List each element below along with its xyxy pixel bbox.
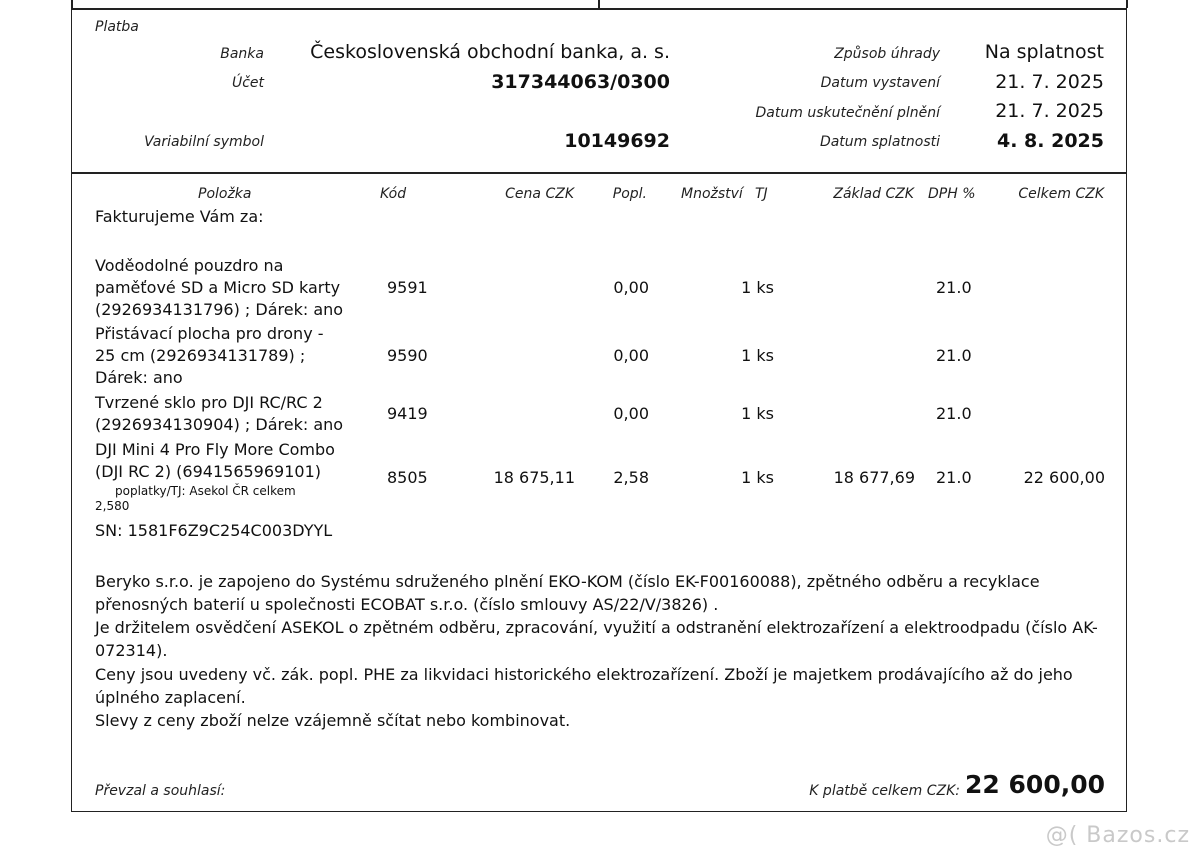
account-label: Účet [231, 75, 264, 91]
issue-date-label: Datum vystavení [820, 75, 940, 91]
item-code: 8505 [387, 468, 428, 487]
col-header-base: Základ CZK [833, 186, 914, 202]
item-name-line: (DJI RC 2) (6941565969101) [95, 462, 321, 481]
item-base: 18 677,69 [833, 468, 915, 487]
variable-symbol-value: 10149692 [564, 130, 670, 152]
frame-stub-right [1126, 0, 1128, 8]
frame-stub-left [71, 0, 73, 8]
item-code: 9419 [387, 404, 428, 423]
bazos-watermark: @( Bazos.cz [1045, 823, 1190, 848]
due-date-label: Datum splatnosti [819, 134, 940, 150]
item-name-line: DJI Mini 4 Pro Fly More Combo [95, 440, 335, 459]
payment-section-label: Platba [95, 19, 139, 35]
taxable-date-label: Datum uskutečnění plnění [755, 105, 940, 121]
item-name-line: (2926934131796) ; Dárek: ano [95, 300, 344, 319]
bank-label: Banka [220, 46, 264, 62]
due-date-value: 4. 8. 2025 [997, 130, 1104, 152]
item-vat: 21.0 [936, 278, 972, 297]
account-value: 317344063/0300 [491, 71, 670, 93]
item-vat: 21.0 [936, 346, 972, 365]
item-fee: 0,00 [613, 278, 649, 297]
frame-stub-middle [598, 0, 600, 8]
note-prices: Ceny jsou uvedeny vč. zák. popl. PHE za likvidaci historického elektrozařízení. Zboží je majetkem prodávajícího až do jeho úplného zaplacení. [95, 665, 1073, 707]
payment-top-rule [71, 8, 1127, 10]
col-header-fee: Popl. [612, 186, 647, 202]
col-header-vat: DPH % [928, 186, 976, 202]
item-fee-note: poplatky/TJ: Asekol ČR celkem [115, 484, 296, 498]
item-name-line: Tvrzené sklo pro DJI RC/RC 2 [95, 393, 323, 412]
grand-total-value: 22 600,00 [965, 770, 1105, 799]
table-intro: Fakturujeme Vám za: [95, 207, 264, 226]
item-name-line: (2926934130904) ; Dárek: ano [95, 415, 344, 434]
item-name-line: Přistávací plocha pro drony - [95, 324, 324, 343]
grand-total-label: K platbě celkem CZK: [809, 783, 960, 799]
received-label: Převzal a souhlasí: [95, 783, 226, 799]
col-header-qty: Množství [681, 186, 743, 202]
note-asekol: Je držitelem osvědčení ASEKOL o zpětném odběru, zpracování, využití a odstranění elektrozařízení a elektroodpadu (číslo AK-072314). [95, 618, 1098, 660]
item-serial-number: SN: 1581F6Z9C254C003DYYL [95, 521, 333, 540]
col-header-price: Cena CZK [505, 186, 574, 202]
item-vat: 21.0 [936, 404, 972, 423]
payment-method-label: Způsob úhrady [834, 46, 940, 62]
variable-symbol-label: Variabilní symbol [144, 134, 264, 150]
item-qty: 1 ks [741, 404, 774, 423]
item-name-line: Dárek: ano [95, 368, 183, 387]
item-price: 18 675,11 [493, 468, 575, 487]
issue-date-value: 21. 7. 2025 [995, 71, 1104, 93]
item-fee-note: 2,580 [95, 499, 130, 513]
bank-value: Československá obchodní banka, a. s. [310, 41, 670, 63]
item-fee: 0,00 [613, 346, 649, 365]
item-qty: 1 ks [741, 278, 774, 297]
item-fee: 2,58 [613, 468, 649, 487]
item-total: 22 600,00 [1023, 468, 1105, 487]
item-code: 9590 [387, 346, 428, 365]
item-fee: 0,00 [613, 404, 649, 423]
note-discounts: Slevy z ceny zboží nelze vzájemně sčítat nebo kombinovat. [95, 711, 571, 730]
item-code: 9591 [387, 278, 428, 297]
item-qty: 1 ks [741, 468, 774, 487]
col-header-code: Kód [380, 186, 407, 202]
payment-method-value: Na splatnost [984, 41, 1104, 63]
item-vat: 21.0 [936, 468, 972, 487]
item-name-line: paměťové SD a Micro SD karty [95, 278, 341, 297]
note-ekokom: Beryko s.r.o. je zapojeno do Systému sdruženého plnění EKO-KOM (číslo EK-F00160088), zpětného odběru a recyklace přenosných baterií u společnosti ECOBAT s.r.o. (číslo smlouvy AS/22/V/3826) . [95, 572, 1040, 614]
col-header-total: Celkem CZK [1018, 186, 1104, 202]
col-header-unit: TJ [755, 186, 768, 202]
col-header-item: Položka [198, 186, 252, 202]
item-qty: 1 ks [741, 346, 774, 365]
item-name-line: Voděodolné pouzdro na [95, 256, 284, 275]
taxable-date-value: 21. 7. 2025 [995, 100, 1104, 122]
item-name-line: 25 cm (2926934131789) ; [95, 346, 306, 365]
payment-bottom-rule [71, 172, 1127, 174]
